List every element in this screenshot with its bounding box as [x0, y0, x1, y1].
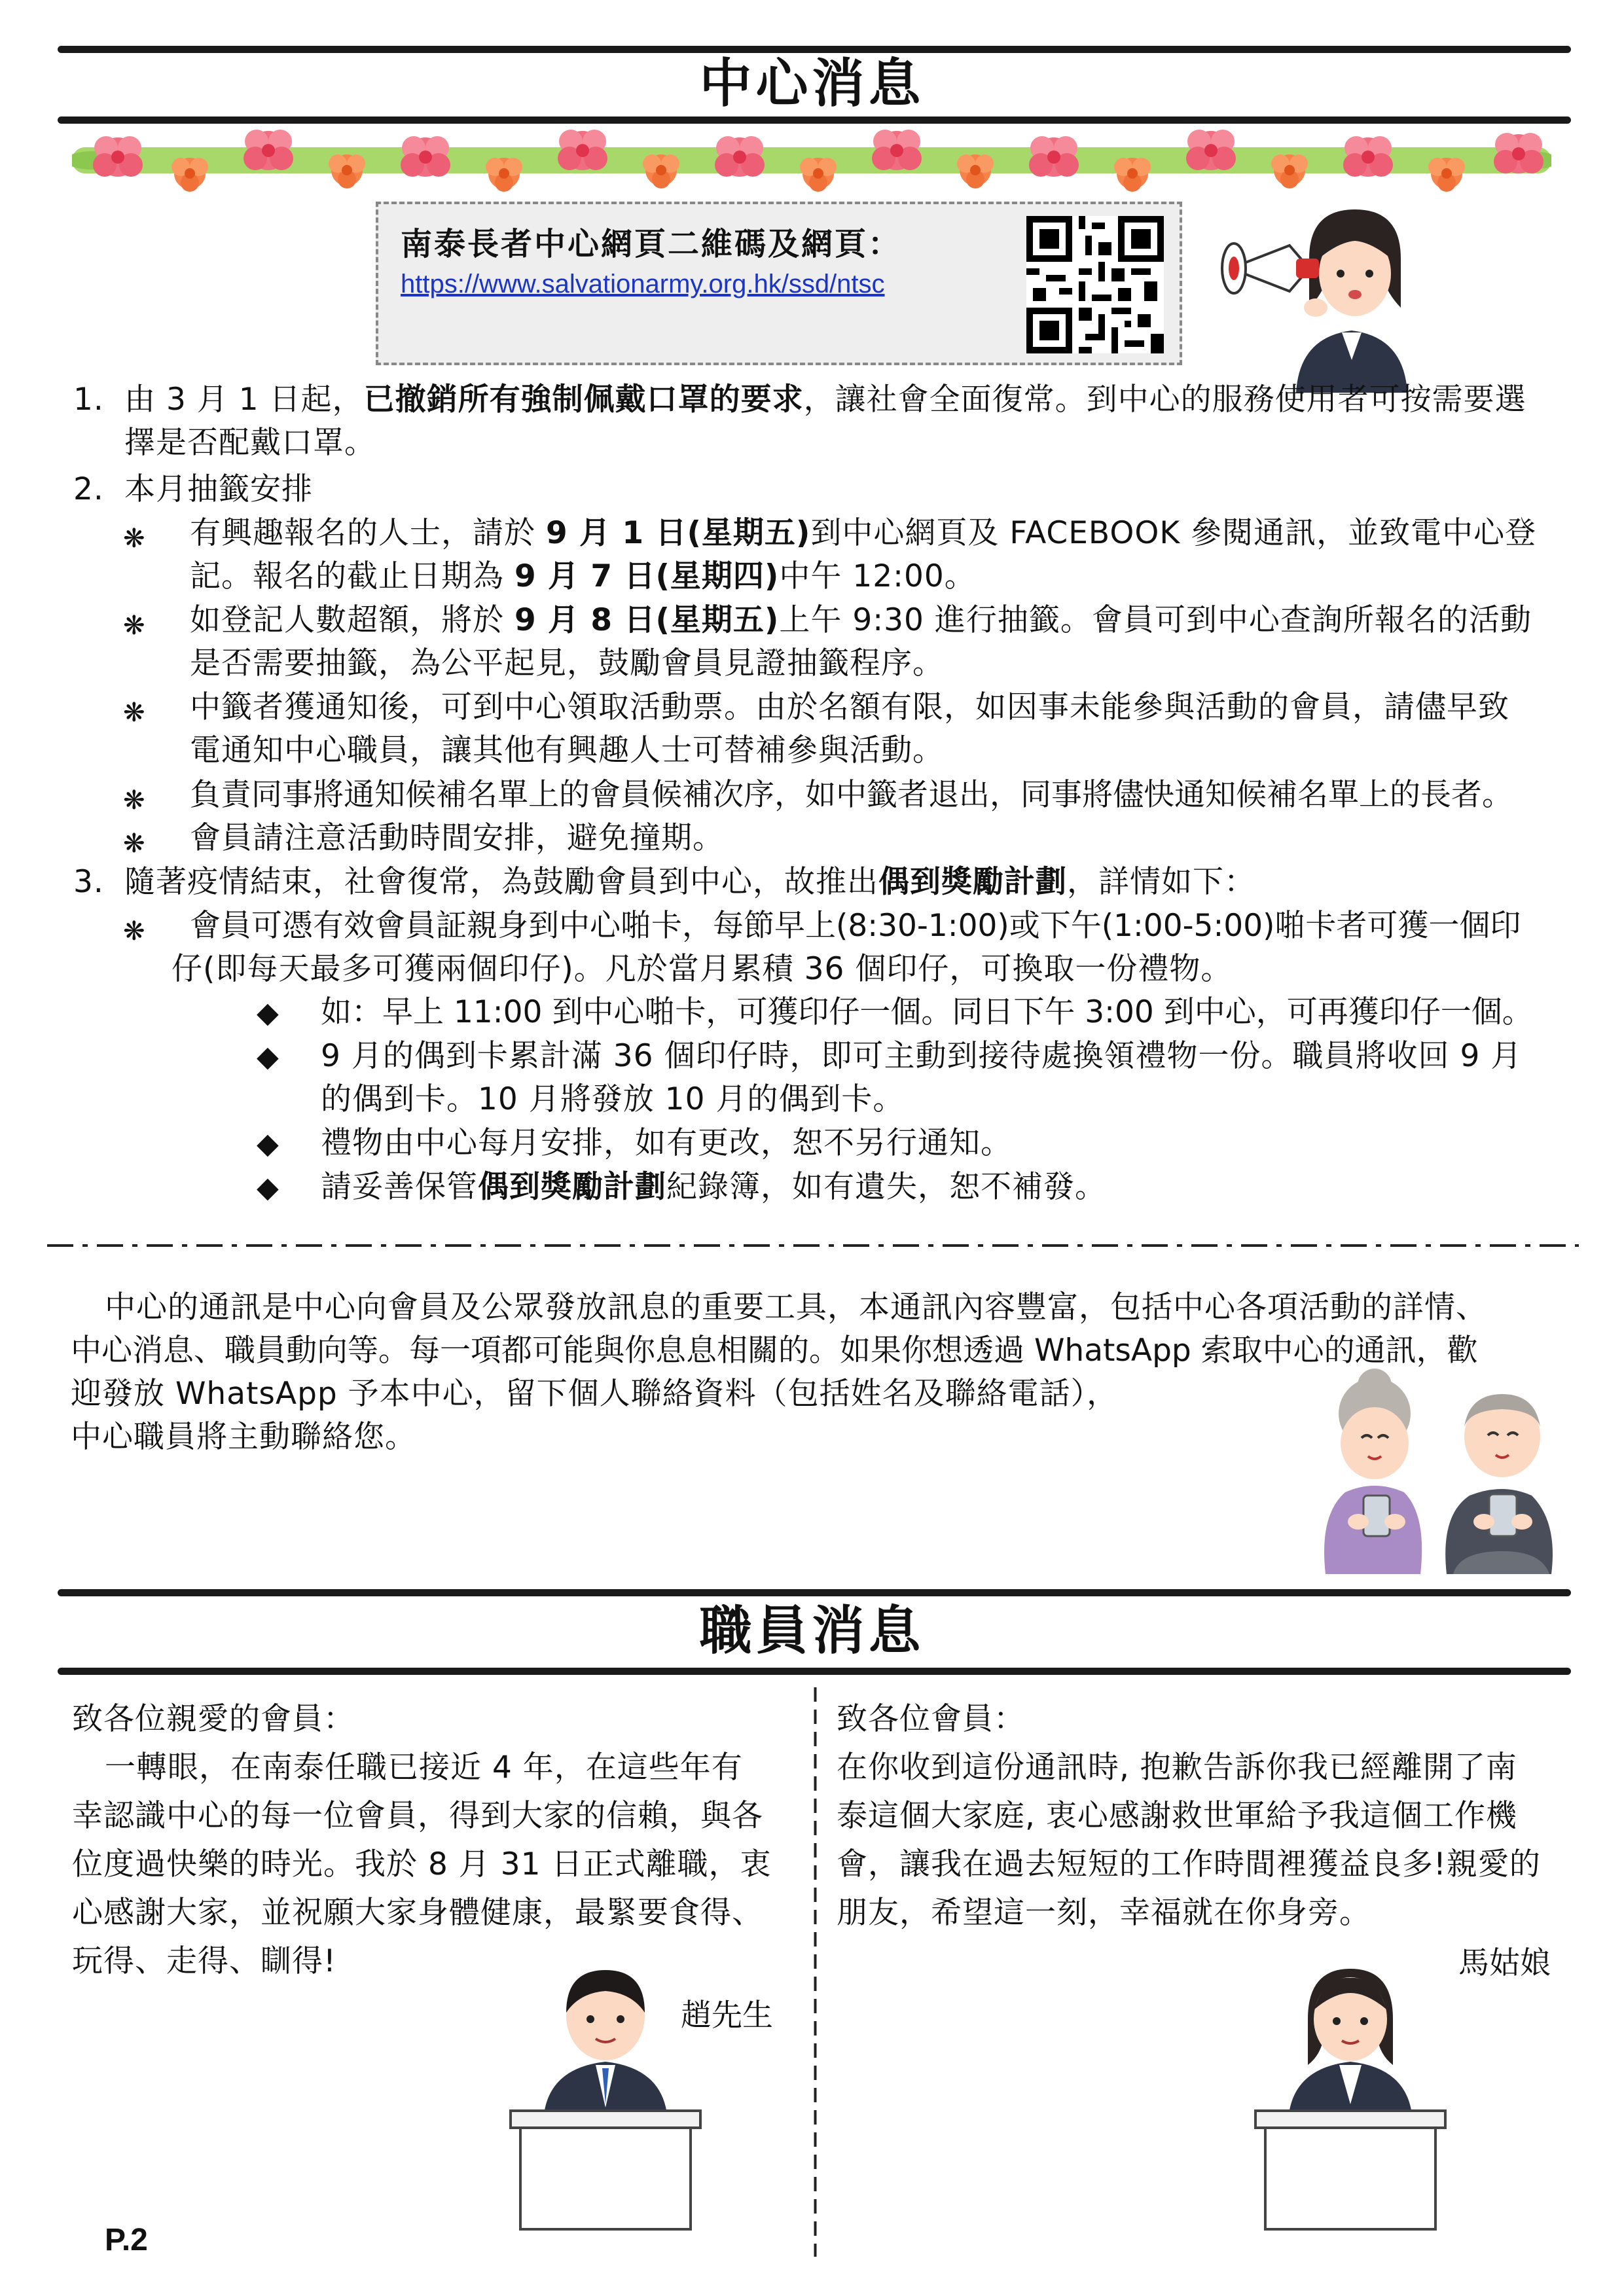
qr-info-box	[376, 202, 1182, 365]
point-c1-line1: 會員可憑有效會員証親身到中心啪卡，每節早上(8:30-1:00)或下午(1:00-5:00)啪卡者可獲一個印	[190, 908, 1521, 944]
bold-span: 9 月 7 日(星期四)	[514, 558, 780, 594]
website-link[interactable]: https://www.salvationarmy.org.hk/ssd/ntsc	[401, 270, 885, 298]
left-line1: 一轉眼，在南泰任職已接近 4 年，在這些年有	[105, 1749, 743, 1785]
point-c1-line2: 仔(即每天最多可獲兩個印仔)。凡於當月累積 36 個印仔，可換取一份禮物。	[171, 951, 1233, 987]
item3-line1	[124, 861, 1255, 904]
item2-title: 本月抽籤安排	[124, 471, 313, 507]
right-greeting: 致各位會員：	[837, 1701, 1025, 1737]
female-staff-illustration	[1242, 1957, 1458, 2232]
bullet2-line2: 是否需要抽籤，為公平起見，鼓勵會員見證抽籤程序。	[190, 645, 944, 681]
right-signature: 馬姑娘	[1458, 1945, 1551, 1981]
item-number: 1.	[73, 382, 104, 418]
left-line5: 玩得、走得、瞓得!	[72, 1943, 336, 1979]
megaphone-woman-illustration	[1218, 196, 1420, 393]
detail-d4	[321, 1166, 1106, 1209]
detail-d2-line2: 的偶到卡。10 月將發放 10 月的偶到卡。	[321, 1081, 905, 1117]
text-span: 有興趣報名的人士，請於	[190, 515, 546, 551]
left-greeting: 致各位親愛的會員：	[72, 1701, 355, 1737]
bullet5-line1: 會員請注意活動時間安排，避免撞期。	[190, 820, 724, 856]
bullet-icon: ❋	[123, 916, 146, 946]
text-span: ，詳情如下：	[1067, 864, 1255, 900]
bullet-icon: ❋	[123, 829, 146, 859]
bullet-icon: ❋	[123, 611, 146, 641]
bullet-icon: ❋	[123, 524, 146, 554]
detail-d2-line1: 9 月的偶到卡累計滿 36 個印仔時，即可主動到接待處換領禮物一份。職員將收回 9 月	[321, 1038, 1523, 1074]
male-staff-illustration	[497, 1957, 713, 2232]
section-separator	[47, 1244, 1579, 1247]
bullet3-line1: 中籤者獲通知後，可到中心領取活動票。由於名額有限，如因事未能參與活動的會員，請儘早致	[190, 689, 1509, 725]
right-line4: 朋友，希望這一刻，幸福就在你身旁。	[837, 1895, 1371, 1931]
text-span: 由 3 月 1 日起，	[124, 382, 364, 418]
right-line2: 泰這個大家庭, 衷心感謝救世軍給予我這個工作機	[837, 1798, 1517, 1834]
top-rule-upper	[58, 46, 1571, 53]
bullet4-line1: 負責同事將通知候補名單上的會員候補次序，如中籤者退出，同事將儘快通知候補名單上的長者。	[190, 777, 1513, 813]
item-number: 2.	[73, 471, 104, 507]
right-line1: 在你收到這份通訊時, 抱歉告訴你我已經離開了南	[837, 1749, 1517, 1785]
whatsapp-line1: 中心的通訊是中心向會員及公眾發放訊息的重要工具，本通訊內容豐富，包括中心各項活動的詳情、	[105, 1289, 1487, 1325]
text-span: ，讓社會全面復常。到中心的服務使用者可按需要選	[803, 382, 1526, 418]
left-line4: 心感謝大家，並祝願大家身體健康，最緊要食得、	[72, 1895, 763, 1931]
page-number: P.2	[105, 2223, 148, 2257]
text-span: 中午 12:00。	[779, 558, 976, 594]
diamond-bullet-icon: ◆	[257, 1040, 280, 1073]
bold-span: 偶到獎勵計劃	[478, 1169, 666, 1205]
bullet2-line1	[190, 599, 1532, 642]
text-span: 紀錄簿，如有遺失，恕不補發。	[666, 1169, 1106, 1205]
right-line3: 會，讓我在過去短短的工作時間裡獲益良多!親愛的	[837, 1846, 1541, 1882]
bold-span: 9 月 8 日(星期五)	[514, 602, 780, 638]
bullet3-line2: 電通知中心職員，讓其他有興趣人士可替補參與活動。	[190, 732, 944, 768]
left-signature: 趙先生	[681, 1998, 773, 2034]
staff-section-title: 職員消息	[699, 1600, 925, 1661]
flower-garland-decoration	[72, 121, 1551, 200]
text-span: 到中心網頁及 FACEBOOK 參閱通訊，並致電中心登	[810, 515, 1537, 551]
bullet-icon: ❋	[123, 785, 146, 816]
qr-code-icon[interactable]	[1026, 216, 1164, 353]
detail-d3: 禮物由中心每月安排，如有更改，恕不另行通知。	[321, 1125, 1012, 1161]
column-divider	[814, 1687, 817, 2257]
news-section-title: 中心消息	[699, 53, 925, 114]
whatsapp-line2: 中心消息、職員動向等。每一項都可能與你息息相關的。如果你想透過 WhatsApp 索取中心的通訊，歡	[71, 1333, 1478, 1369]
text-span: 如登記人數超額，將於	[190, 602, 514, 638]
text-span: 上午 9:30 進行抽籤。會員可到中心查詢所報名的活動	[779, 602, 1532, 638]
item1-line2: 擇是否配戴口罩。	[124, 425, 376, 461]
text-span: 請妥善保管	[321, 1169, 478, 1205]
bold-span: 已撤銷所有強制佩戴口罩的要求	[363, 382, 804, 418]
left-line3: 位度過快樂的時光。我於 8 月 31 日正式離職，衷	[72, 1846, 772, 1882]
bullet1-line1	[190, 512, 1536, 555]
bullet1-line2	[190, 555, 976, 598]
elderly-couple-illustration	[1312, 1365, 1558, 1581]
staff-rule-upper	[58, 1589, 1571, 1596]
text-span: 記。報名的截止日期為	[190, 558, 514, 594]
left-line2: 幸認識中心的每一位會員，得到大家的信賴，與各	[72, 1798, 763, 1834]
bold-span: 9 月 1 日(星期五)	[545, 515, 811, 551]
qr-box-title: 南泰長者中心網頁二維碼及網頁：	[401, 226, 902, 262]
text-span: 隨著疫情結束，社會復常，為鼓勵會員到中心，故推出	[124, 864, 878, 900]
diamond-bullet-icon: ◆	[257, 1171, 280, 1204]
detail-d1: 如：早上 11:00 到中心啪卡，可獲印仔一個。同日下午 3:00 到中心，可再獲印仔一個。	[321, 994, 1533, 1030]
item-number: 3.	[73, 864, 104, 900]
diamond-bullet-icon: ◆	[257, 996, 280, 1030]
whatsapp-line4: 中心職員將主動聯絡您。	[71, 1419, 416, 1455]
diamond-bullet-icon: ◆	[257, 1127, 280, 1160]
bold-span: 偶到獎勵計劃	[878, 864, 1067, 900]
whatsapp-line3: 迎發放 WhatsApp 予本中心，留下個人聯絡資料（包括姓名及聯絡電話），	[71, 1376, 1119, 1412]
bullet-icon: ❋	[123, 698, 146, 728]
item1-line1	[124, 378, 1526, 422]
staff-rule-lower	[58, 1668, 1571, 1675]
